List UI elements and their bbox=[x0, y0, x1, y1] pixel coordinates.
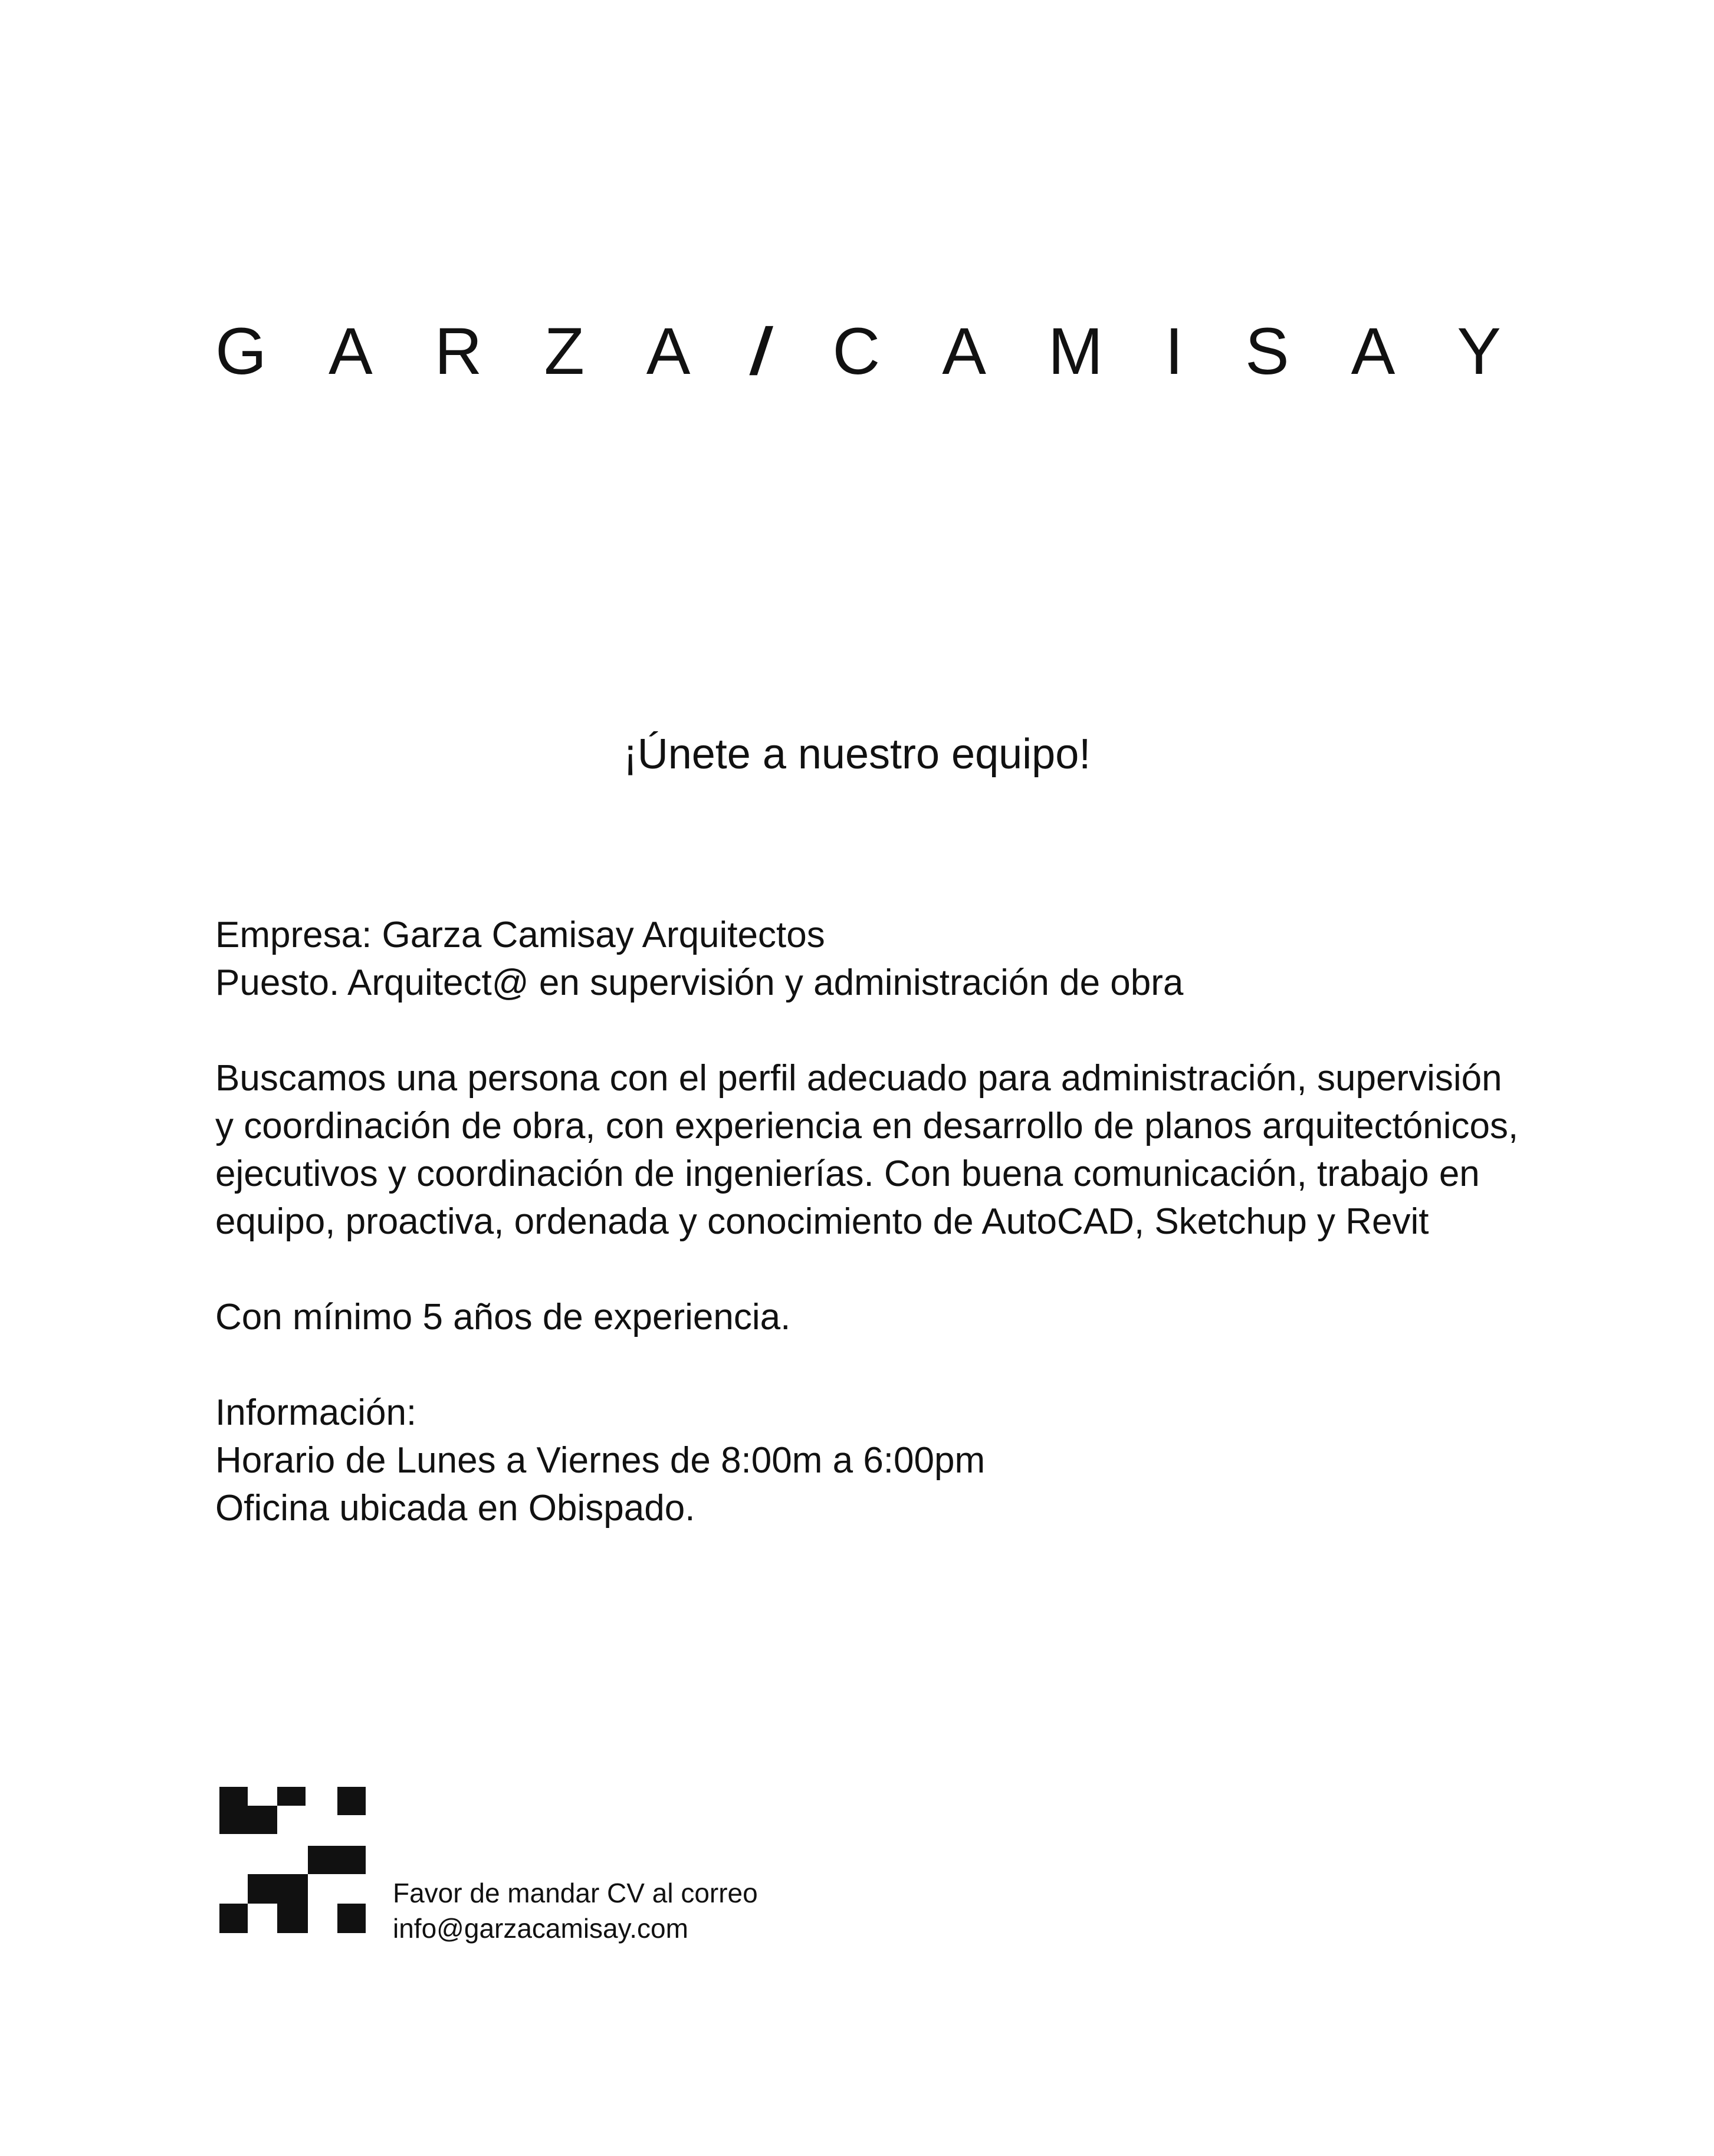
description-line: equipo, proactiva, ordenada y conocimiento de AutoCAD, Sketchup y Revit bbox=[215, 1201, 1429, 1242]
info-heading: Información: bbox=[215, 1392, 417, 1433]
logo-block bbox=[308, 1846, 366, 1874]
logo-block bbox=[248, 1806, 277, 1834]
spacer bbox=[215, 1245, 1536, 1293]
position-line: Puesto. Arquitect@ en supervisión y administración de obra bbox=[215, 962, 1184, 1003]
brand-letter: Y bbox=[1457, 314, 1501, 388]
brand-letter: S bbox=[1245, 314, 1289, 388]
brand-letter: A bbox=[329, 314, 373, 388]
logo-block bbox=[277, 1787, 306, 1806]
job-description bbox=[215, 911, 1536, 1532]
page-headline: ¡Únete a nuestro equipo! bbox=[623, 731, 1091, 778]
description-line: ejecutivos y coordinación de ingenierías. Con buena comunicación, trabajo en bbox=[215, 1153, 1480, 1194]
brand-letter: R bbox=[434, 314, 482, 388]
brand-letter: A bbox=[942, 314, 986, 388]
brand-letter: A bbox=[1351, 314, 1396, 388]
brand-slash: / bbox=[747, 314, 776, 388]
contact-info bbox=[393, 1875, 758, 1946]
experience-line: Con mínimo 5 años de experiencia. bbox=[215, 1297, 791, 1337]
logo-block bbox=[248, 1874, 277, 1904]
schedule-line: Horario de Lunes a Viernes de 8:00m a 6:00pm bbox=[215, 1440, 986, 1481]
company-line: Empresa: Garza Camisay Arquitectos bbox=[215, 915, 825, 955]
brand-letter: A bbox=[646, 314, 691, 388]
contact-instruction: Favor de mandar CV al correo bbox=[393, 1878, 758, 1908]
brand-letter: C bbox=[832, 314, 881, 388]
contact-email[interactable]: info@garzacamisay.com bbox=[393, 1913, 688, 1944]
spacer bbox=[215, 1341, 1536, 1389]
brand-wordmark bbox=[215, 314, 1501, 388]
description-line: Buscamos una persona con el perfil adecuado para administración, supervisión bbox=[215, 1058, 1502, 1099]
logo-block bbox=[337, 1904, 366, 1933]
spacer bbox=[215, 1007, 1536, 1054]
brand-letter: Z bbox=[544, 314, 585, 388]
description-line: y coordinación de obra, con experiencia en desarrollo de planos arquitectónicos, bbox=[215, 1106, 1519, 1146]
logo-block bbox=[277, 1904, 308, 1933]
logo-block bbox=[277, 1874, 308, 1904]
brand-letter: M bbox=[1048, 314, 1104, 388]
brand-letter: I bbox=[1165, 314, 1184, 388]
brand-letter: G bbox=[215, 314, 267, 388]
office-line: Oficina ubicada en Obispado. bbox=[215, 1488, 695, 1529]
pixel-block-logo-icon bbox=[219, 1787, 366, 1933]
logo-block bbox=[219, 1904, 248, 1933]
logo-block bbox=[337, 1787, 366, 1815]
logo-block bbox=[219, 1787, 248, 1834]
